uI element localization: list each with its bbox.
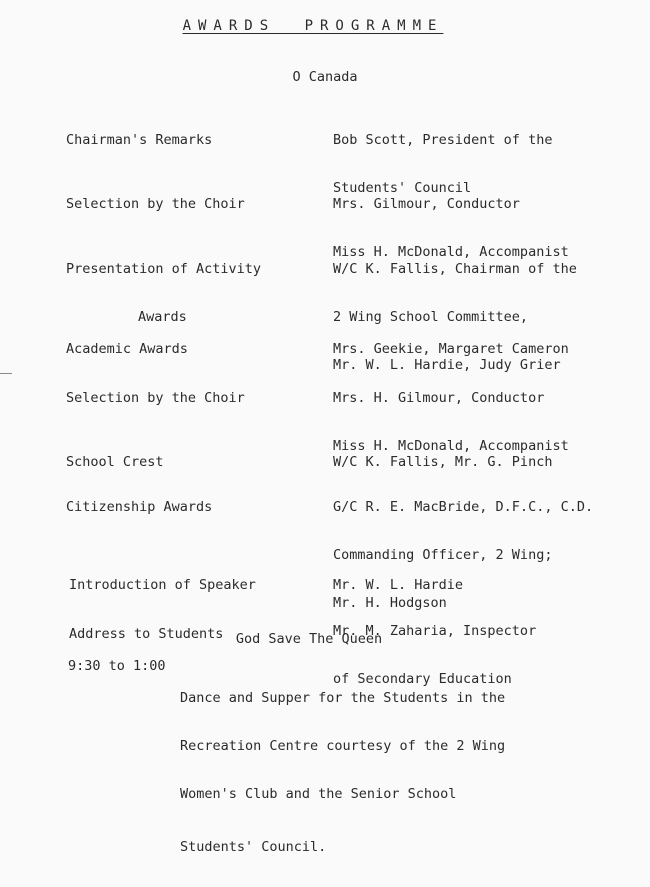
program-item-line: Selection by the Choir: [66, 196, 245, 212]
closing-anthem: God Save The Queen: [235, 631, 383, 647]
program-item: [66, 467, 326, 547]
program-people-line: Commanding Officer, 2 Wing;: [333, 547, 553, 563]
closing-description-line: Women's Club and the Senior School: [180, 786, 457, 802]
program-people-line: Students' Council: [333, 180, 472, 196]
program-people-line: Bob Scott, President of the: [333, 132, 553, 148]
program-people-line: Mrs. H. Gilmour, Conductor: [333, 390, 545, 406]
closing-description-line: Recreation Centre courtesy of the 2 Wing: [180, 738, 506, 754]
program-people-line: 2 Wing School Committee,: [333, 309, 529, 325]
program-item-line: Selection by the Choir: [66, 390, 245, 406]
program-people-line: Mr. M. Zaharia, Inspector: [333, 623, 537, 639]
opening-anthem: O Canada: [292, 69, 358, 85]
page-title: AWARDS PROGRAMME: [182, 18, 444, 34]
program-people-line: Mrs. Geekie, Margaret Cameron: [333, 341, 569, 357]
closing-time: 9:30 to 1:00: [68, 658, 166, 674]
program-item-line: Address to Students: [69, 626, 224, 642]
program-people-line: W/C K. Fallis, Mr. G. Pinch: [333, 454, 553, 470]
program-people-line: Mr. H. Hodgson: [333, 595, 447, 611]
program-item-line: Introduction of Speaker: [69, 577, 256, 593]
program-item-line: Presentation of Activity: [66, 261, 262, 277]
closing-description: [180, 658, 620, 887]
program-item-line: Citizenship Awards: [66, 499, 213, 515]
program-item-line: Awards: [138, 309, 187, 325]
closing-description-line: Students' Council.: [180, 839, 327, 855]
program-people-line: of Secondary Education: [333, 671, 512, 687]
program-people-line: W/C K. Fallis, Chairman of the: [333, 261, 577, 277]
program-people-line: Mrs. Gilmour, Conductor: [333, 196, 520, 212]
margin-mark: [0, 373, 12, 374]
program-people-line: Mr. W. L. Hardie: [333, 577, 464, 593]
program-people-line: Miss H. McDonald, Accompanist: [333, 244, 569, 260]
program-people-line: Miss H. McDonald, Accompanist: [333, 438, 569, 454]
program-people-line: G/C R. E. MacBride, D.F.C., C.D.: [333, 499, 594, 515]
program-people-line: Mr. W. L. Hardie, Judy Grier: [333, 357, 561, 373]
program-item-line: Academic Awards: [66, 341, 188, 357]
program-item-line: School Crest: [66, 454, 164, 470]
closing-description-line: Dance and Supper for the Students in the: [180, 690, 506, 706]
program-item-line: Chairman's Remarks: [66, 132, 213, 148]
